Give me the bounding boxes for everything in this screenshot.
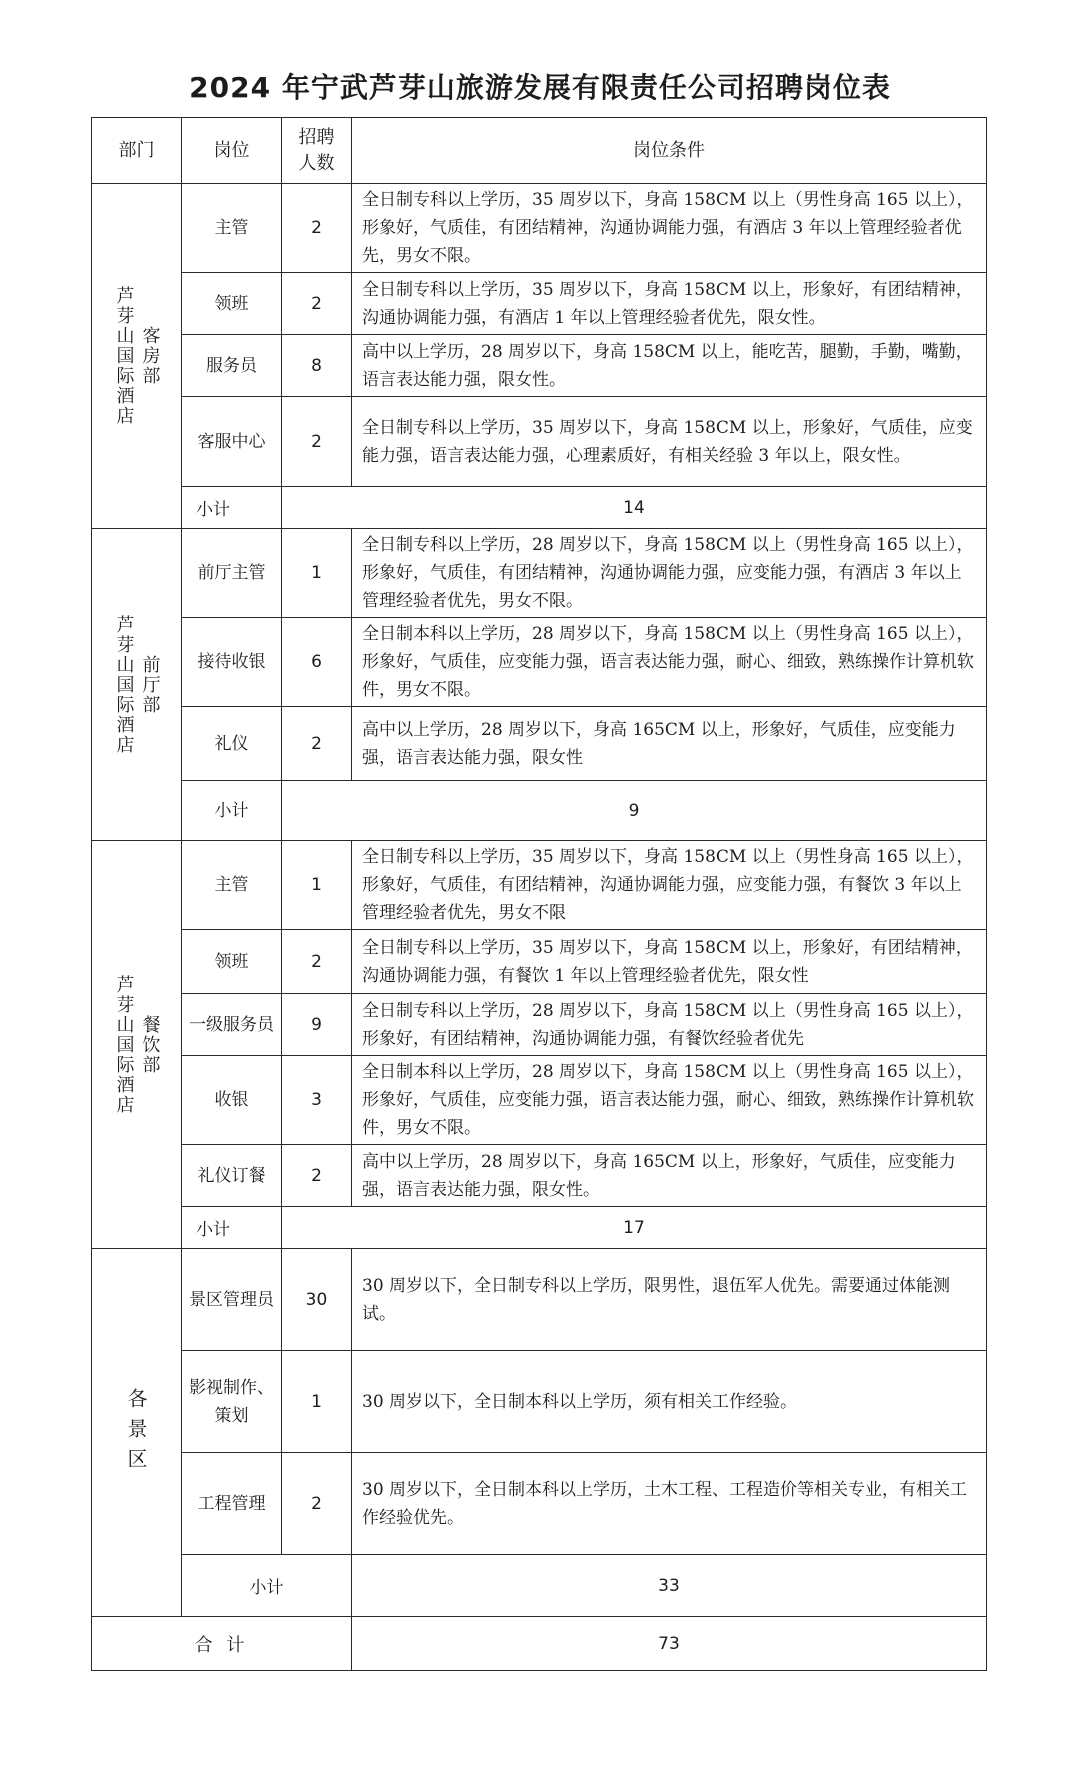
count-cell: 2	[282, 397, 352, 487]
count-cell: 3	[282, 1056, 352, 1145]
position-cell: 领班	[182, 273, 282, 335]
position-cell: 主管	[182, 184, 282, 273]
dept-cell	[92, 184, 182, 529]
table-row	[92, 618, 987, 707]
position-cell: 影视制作、策划	[182, 1351, 282, 1453]
table-row	[92, 184, 987, 273]
table-row	[92, 1453, 987, 1555]
conditions-cell: 全日制专科以上学历，35 周岁以下，身高 158CM 以上（男性身高 165 以上），形象好，气质佳，有团结精神，沟通协调能力强，应变能力强，有餐饮 3 年以上管理经验者优先，男女不限	[352, 841, 987, 930]
position-cell: 景区管理员	[182, 1249, 282, 1351]
count-cell: 30	[282, 1249, 352, 1351]
dept-name: 餐饮部	[139, 1014, 161, 1075]
total-label: 合 计	[92, 1617, 352, 1671]
conditions-cell: 高中以上学历，28 周岁以下，身高 165CM 以上，形象好，气质佳，应变能力强，语言表达能力强，限女性	[352, 707, 987, 781]
position-cell: 主管	[182, 841, 282, 930]
conditions-cell: 高中以上学历，28 周岁以下，身高 158CM 以上，能吃苦，腿勤，手勤，嘴勤，语言表达能力强，限女性。	[352, 335, 987, 397]
conditions-cell: 全日制专科以上学历，35 周岁以下，身高 158CM 以上（男性身高 165 以上），形象好，气质佳，有团结精神，沟通协调能力强，有酒店 3 年以上管理经验者优先，男女不限。	[352, 184, 987, 273]
count-cell: 1	[282, 841, 352, 930]
table-row	[92, 397, 987, 487]
position-cell: 工程管理	[182, 1453, 282, 1555]
count-cell: 6	[282, 618, 352, 707]
dept-name: 各景区	[124, 1387, 148, 1478]
count-cell: 2	[282, 1145, 352, 1207]
subtotal-label: 小计	[182, 1207, 282, 1249]
subtotal-row	[92, 487, 987, 529]
subtotal-row	[92, 1207, 987, 1249]
table-row	[92, 994, 987, 1056]
page-title: 2024 年宁武芦芽山旅游发展有限责任公司招聘岗位表	[189, 71, 891, 104]
table-row	[92, 930, 987, 994]
position-cell: 客服中心	[182, 397, 282, 487]
count-cell: 9	[282, 994, 352, 1056]
header-count: 招聘人数	[282, 118, 352, 184]
conditions-cell: 全日制本科以上学历，28 周岁以下，身高 158CM 以上（男性身高 165 以上），形象好，气质佳，应变能力强，语言表达能力强，耐心、细致，熟练操作计算机软件，男女不限。	[352, 1056, 987, 1145]
conditions-cell: 30 周岁以下，全日制本科以上学历，土木工程、工程造价等相关专业，有相关工作经验优先。	[352, 1453, 987, 1555]
position-cell: 服务员	[182, 335, 282, 397]
subtotal-row	[92, 781, 987, 841]
conditions-cell: 全日制专科以上学历，35 周岁以下，身高 158CM 以上，形象好，有团结精神，沟通协调能力强，有餐饮 1 年以上管理经验者优先，限女性	[352, 930, 987, 994]
header-position: 岗位	[182, 118, 282, 184]
dept-cell	[92, 1249, 182, 1617]
dept-name: 前厅部	[139, 654, 161, 715]
table-row	[92, 1351, 987, 1453]
table-row	[92, 1145, 987, 1207]
table-row	[92, 841, 987, 930]
org-name: 芦芽山国际酒店	[113, 286, 135, 426]
subtotal-value: 14	[282, 487, 987, 529]
position-cell: 一级服务员	[182, 994, 282, 1056]
dept-name: 客房部	[139, 326, 161, 386]
conditions-cell: 高中以上学历，28 周岁以下，身高 165CM 以上，形象好，气质佳，应变能力强，语言表达能力强，限女性。	[352, 1145, 987, 1207]
count-cell: 2	[282, 273, 352, 335]
table-row	[92, 1249, 987, 1351]
org-name: 芦芽山国际酒店	[113, 614, 135, 755]
count-cell: 1	[282, 1351, 352, 1453]
dept-cell	[92, 841, 182, 1249]
count-cell: 2	[282, 707, 352, 781]
count-cell: 8	[282, 335, 352, 397]
position-cell: 前厅主管	[182, 529, 282, 618]
subtotal-label: 小计	[182, 487, 282, 529]
header-conditions: 岗位条件	[352, 118, 987, 184]
subtotal-label: 小计	[182, 1555, 352, 1617]
conditions-cell: 全日制专科以上学历，35 周岁以下，身高 158CM 以上，形象好，气质佳，应变能力强，语言表达能力强，心理素质好，有相关经验 3 年以上，限女性。	[352, 397, 987, 487]
conditions-cell: 全日制本科以上学历，28 周岁以下，身高 158CM 以上（男性身高 165 以上），形象好，气质佳，应变能力强，语言表达能力强，耐心、细致，熟练操作计算机软件，男女不限。	[352, 618, 987, 707]
dept-cell	[92, 529, 182, 841]
position-cell: 领班	[182, 930, 282, 994]
subtotal-value: 9	[282, 781, 987, 841]
conditions-cell: 全日制专科以上学历，28 周岁以下，身高 158CM 以上（男性身高 165 以上），形象好，有团结精神，沟通协调能力强，有餐饮经验者优先	[352, 994, 987, 1056]
table-row	[92, 529, 987, 618]
count-cell: 1	[282, 529, 352, 618]
position-cell: 收银	[182, 1056, 282, 1145]
position-cell: 礼仪	[182, 707, 282, 781]
subtotal-value: 17	[282, 1207, 987, 1249]
conditions-cell: 全日制专科以上学历，28 周岁以下，身高 158CM 以上（男性身高 165 以上），形象好，气质佳，有团结精神，沟通协调能力强，应变能力强，有酒店 3 年以上管理经验者优先，男女不限。	[352, 529, 987, 618]
conditions-cell: 30 周岁以下，全日制专科以上学历，限男性，退伍军人优先。需要通过体能测试。	[352, 1249, 987, 1351]
table-row	[92, 1056, 987, 1145]
position-cell: 礼仪订餐	[182, 1145, 282, 1207]
count-cell: 2	[282, 184, 352, 273]
conditions-cell: 30 周岁以下，全日制本科以上学历，须有相关工作经验。	[352, 1351, 987, 1453]
table-row	[92, 335, 987, 397]
position-cell: 接待收银	[182, 618, 282, 707]
total-value: 73	[352, 1617, 987, 1671]
table-row	[92, 707, 987, 781]
count-cell: 2	[282, 1453, 352, 1555]
table-row	[92, 273, 987, 335]
org-name: 芦芽山国际酒店	[113, 974, 135, 1115]
subtotal-row	[92, 1555, 987, 1617]
count-cell: 2	[282, 930, 352, 994]
subtotal-value: 33	[352, 1555, 987, 1617]
header-dept: 部门	[92, 118, 182, 184]
table-header-row	[92, 118, 987, 184]
total-row	[92, 1617, 987, 1671]
subtotal-label: 小计	[182, 781, 282, 841]
conditions-cell: 全日制专科以上学历，35 周岁以下，身高 158CM 以上，形象好，有团结精神，沟通协调能力强，有酒店 1 年以上管理经验者优先，限女性。	[352, 273, 987, 335]
recruitment-table	[91, 117, 987, 1671]
